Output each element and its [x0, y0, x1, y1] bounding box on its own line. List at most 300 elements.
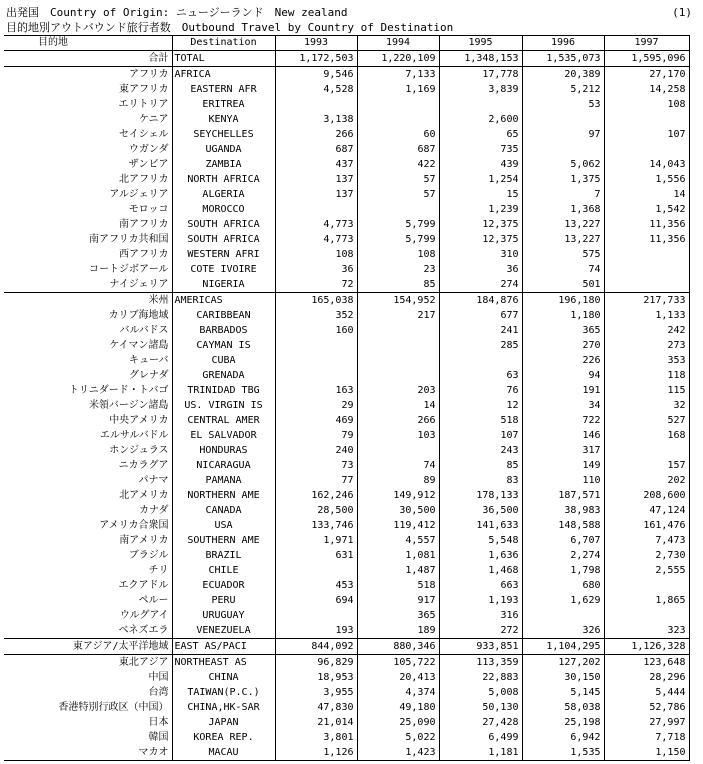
value-cell-1996: 13,227: [522, 217, 604, 232]
value-cell-1997: [604, 262, 689, 277]
value-cell-1996: 1,798: [522, 563, 604, 578]
value-cell-1993: 1,971: [275, 533, 357, 548]
value-cell-1996: 110: [522, 473, 604, 488]
value-cell-1997: 2,730: [604, 548, 689, 563]
value-cell-1994: 154,952: [357, 293, 439, 309]
value-cell-1995: 36,500: [439, 503, 522, 518]
destination-en-cell: NIGERIA: [172, 277, 275, 293]
value-cell-1996: 13,227: [522, 232, 604, 247]
value-cell-1997: 242: [604, 323, 689, 338]
table-row: [4, 157, 689, 172]
table-row: [4, 368, 689, 383]
destination-en-cell: CANADA: [172, 503, 275, 518]
value-cell-1993: 162,246: [275, 488, 357, 503]
value-cell-1995: 107: [439, 428, 522, 443]
table-row: [4, 97, 689, 112]
value-cell-1995: 65: [439, 127, 522, 142]
value-cell-1997: 202: [604, 473, 689, 488]
destination-ja-cell: ウガンダ: [4, 142, 172, 157]
destination-en-cell: USA: [172, 518, 275, 533]
destination-en-cell: TRINIDAD TBG: [172, 383, 275, 398]
destination-ja-cell: 南アメリカ: [4, 533, 172, 548]
value-cell-1996: 1,104,295: [522, 639, 604, 655]
value-cell-1995: 2,600: [439, 112, 522, 127]
value-cell-1996: 94: [522, 368, 604, 383]
destination-en-cell: BRAZIL: [172, 548, 275, 563]
value-cell-1994: 14: [357, 398, 439, 413]
value-cell-1995: 22,883: [439, 670, 522, 685]
value-cell-1995: 1,254: [439, 172, 522, 187]
value-cell-1994: 880,346: [357, 639, 439, 655]
value-cell-1994: 189: [357, 623, 439, 639]
value-cell-1996: 501: [522, 277, 604, 293]
value-cell-1995: 178,133: [439, 488, 522, 503]
destination-en-cell: PAMANA: [172, 473, 275, 488]
value-cell-1994: 4,557: [357, 533, 439, 548]
value-cell-1997: 47,124: [604, 503, 689, 518]
value-cell-1997: 1,126,328: [604, 639, 689, 655]
value-cell-1995: 5,008: [439, 685, 522, 700]
value-cell-1997: 7,473: [604, 533, 689, 548]
value-cell-1994: 57: [357, 187, 439, 202]
value-cell-1997: 353: [604, 353, 689, 368]
table-subtitle: 目的地別アウトバウンド旅行者数 Outbound Travel by Country of Destination: [6, 21, 454, 34]
destination-ja-cell: 北アメリカ: [4, 488, 172, 503]
value-cell-1994: 57: [357, 172, 439, 187]
destination-ja-cell: アルジェリア: [4, 187, 172, 202]
destination-en-cell: TOTAL: [172, 51, 275, 67]
value-cell-1995: 6,499: [439, 730, 522, 745]
table-row: [4, 428, 689, 443]
value-cell-1993: 29: [275, 398, 357, 413]
value-cell-1995: 677: [439, 308, 522, 323]
page-number: (1): [672, 6, 692, 19]
value-cell-1996: 1,535: [522, 745, 604, 761]
destination-en-cell: SOUTH AFRICA: [172, 217, 275, 232]
value-cell-1993: 437: [275, 157, 357, 172]
table-row: [4, 172, 689, 187]
value-cell-1995: 63: [439, 368, 522, 383]
header-year-1997: 1997: [604, 36, 689, 51]
destination-ja-cell: トリニダード・トバゴ: [4, 383, 172, 398]
header-year-1996: 1996: [522, 36, 604, 51]
value-cell-1996: 317: [522, 443, 604, 458]
value-cell-1995: 5,548: [439, 533, 522, 548]
value-cell-1996: 575: [522, 247, 604, 262]
header-destination-en: Destination: [172, 36, 275, 51]
value-cell-1997: 527: [604, 413, 689, 428]
value-cell-1995: 17,778: [439, 67, 522, 83]
destination-en-cell: GRENADA: [172, 368, 275, 383]
destination-ja-cell: ベネズエラ: [4, 623, 172, 639]
destination-en-cell: WESTERN AFRI: [172, 247, 275, 262]
destination-ja-cell: 中央アメリカ: [4, 413, 172, 428]
destination-en-cell: NORTHERN AME: [172, 488, 275, 503]
value-cell-1994: 23: [357, 262, 439, 277]
destination-ja-cell: 米州: [4, 293, 172, 309]
value-cell-1996: 722: [522, 413, 604, 428]
value-cell-1997: 323: [604, 623, 689, 639]
value-cell-1997: 1,595,096: [604, 51, 689, 67]
destination-ja-cell: セイシェル: [4, 127, 172, 142]
value-cell-1997: 27,997: [604, 715, 689, 730]
value-cell-1994: 20,413: [357, 670, 439, 685]
destination-en-cell: ERITREA: [172, 97, 275, 112]
table-row: [4, 745, 689, 761]
value-cell-1994: 1,487: [357, 563, 439, 578]
table-row: [4, 563, 689, 578]
value-cell-1995: 12,375: [439, 217, 522, 232]
value-cell-1996: 6,707: [522, 533, 604, 548]
value-cell-1993: 133,746: [275, 518, 357, 533]
table-header-row: [4, 36, 689, 51]
value-cell-1993: 4,773: [275, 217, 357, 232]
value-cell-1993: 47,830: [275, 700, 357, 715]
destination-ja-cell: グレナダ: [4, 368, 172, 383]
value-cell-1994: 108: [357, 247, 439, 262]
destination-en-cell: CHINA: [172, 670, 275, 685]
destination-ja-cell: ザンビア: [4, 157, 172, 172]
value-cell-1994: 30,500: [357, 503, 439, 518]
destination-en-cell: COTE IVOIRE: [172, 262, 275, 277]
destination-ja-cell: ケイマン諸島: [4, 338, 172, 353]
table-row: [4, 730, 689, 745]
value-cell-1993: 240: [275, 443, 357, 458]
table-row: [4, 670, 689, 685]
value-cell-1997: 273: [604, 338, 689, 353]
value-cell-1996: 196,180: [522, 293, 604, 309]
region-row: [4, 293, 689, 309]
value-cell-1997: [604, 443, 689, 458]
value-cell-1995: 1,348,153: [439, 51, 522, 67]
destination-en-cell: CAYMAN IS: [172, 338, 275, 353]
value-cell-1997: 1,542: [604, 202, 689, 217]
table-row: [4, 518, 689, 533]
value-cell-1994: 687: [357, 142, 439, 157]
table-row: [4, 700, 689, 715]
value-cell-1997: 52,786: [604, 700, 689, 715]
region-row: [4, 67, 689, 83]
destination-ja-cell: マカオ: [4, 745, 172, 761]
value-cell-1994: 85: [357, 277, 439, 293]
destination-en-cell: CUBA: [172, 353, 275, 368]
value-cell-1994: 4,374: [357, 685, 439, 700]
value-cell-1996: 1,629: [522, 593, 604, 608]
value-cell-1997: 1,150: [604, 745, 689, 761]
value-cell-1994: [357, 368, 439, 383]
value-cell-1993: 3,138: [275, 112, 357, 127]
value-cell-1997: 161,476: [604, 518, 689, 533]
destination-en-cell: EAST AS/PACI: [172, 639, 275, 655]
destination-ja-cell: 中国: [4, 670, 172, 685]
table-row: [4, 533, 689, 548]
value-cell-1995: 50,130: [439, 700, 522, 715]
destination-en-cell: MACAU: [172, 745, 275, 761]
destination-en-cell: URUGUAY: [172, 608, 275, 623]
value-cell-1997: [604, 608, 689, 623]
table-body: [4, 51, 689, 761]
value-cell-1993: 79: [275, 428, 357, 443]
destination-en-cell: NICARAGUA: [172, 458, 275, 473]
destination-en-cell: US. VIRGIN IS: [172, 398, 275, 413]
value-cell-1996: 365: [522, 323, 604, 338]
value-cell-1996: 20,389: [522, 67, 604, 83]
value-cell-1995: 83: [439, 473, 522, 488]
value-cell-1996: [522, 608, 604, 623]
header-destination-ja: 目的地: [4, 36, 172, 51]
table-row: [4, 82, 689, 97]
value-cell-1996: 53: [522, 97, 604, 112]
destination-ja-cell: 東北アジア: [4, 655, 172, 671]
destination-ja-cell: ナイジェリア: [4, 277, 172, 293]
destination-ja-cell: ペルー: [4, 593, 172, 608]
table-row: [4, 685, 689, 700]
value-cell-1996: 7: [522, 187, 604, 202]
destination-ja-cell: エリトリア: [4, 97, 172, 112]
destination-en-cell: EL SALVADOR: [172, 428, 275, 443]
value-cell-1993: 687: [275, 142, 357, 157]
destination-ja-cell: モロッコ: [4, 202, 172, 217]
destination-ja-cell: アメリカ合衆国: [4, 518, 172, 533]
value-cell-1994: 103: [357, 428, 439, 443]
value-cell-1995: 113,359: [439, 655, 522, 671]
value-cell-1993: 469: [275, 413, 357, 428]
value-cell-1993: [275, 608, 357, 623]
document-title: 出発国 Country of Origin: ニュージーランド New zealand: [6, 6, 348, 19]
value-cell-1993: 4,773: [275, 232, 357, 247]
value-cell-1994: 60: [357, 127, 439, 142]
value-cell-1994: [357, 112, 439, 127]
value-cell-1993: [275, 202, 357, 217]
table-row: [4, 202, 689, 217]
table-row: [4, 715, 689, 730]
value-cell-1996: 2,274: [522, 548, 604, 563]
destination-en-cell: ECUADOR: [172, 578, 275, 593]
value-cell-1994: 1,220,109: [357, 51, 439, 67]
value-cell-1997: 27,170: [604, 67, 689, 83]
destination-ja-cell: 東アフリカ: [4, 82, 172, 97]
value-cell-1994: 74: [357, 458, 439, 473]
value-cell-1997: [604, 578, 689, 593]
destination-ja-cell: アフリカ: [4, 67, 172, 83]
value-cell-1997: 7,718: [604, 730, 689, 745]
value-cell-1994: 422: [357, 157, 439, 172]
destination-en-cell: NORTH AFRICA: [172, 172, 275, 187]
value-cell-1994: 105,722: [357, 655, 439, 671]
value-cell-1994: 518: [357, 578, 439, 593]
value-cell-1995: 76: [439, 383, 522, 398]
value-cell-1994: 266: [357, 413, 439, 428]
value-cell-1993: 844,092: [275, 639, 357, 655]
value-cell-1996: 58,038: [522, 700, 604, 715]
value-cell-1995: 316: [439, 608, 522, 623]
destination-ja-cell: 香港特別行政区（中国）: [4, 700, 172, 715]
value-cell-1993: 73: [275, 458, 357, 473]
value-cell-1993: 694: [275, 593, 357, 608]
destination-en-cell: AMERICAS: [172, 293, 275, 309]
value-cell-1996: 5,062: [522, 157, 604, 172]
value-cell-1995: 439: [439, 157, 522, 172]
table-row: [4, 473, 689, 488]
value-cell-1997: 28,296: [604, 670, 689, 685]
value-cell-1993: 21,014: [275, 715, 357, 730]
destination-ja-cell: バルバドス: [4, 323, 172, 338]
table-row: [4, 247, 689, 262]
value-cell-1996: 97: [522, 127, 604, 142]
total-row: [4, 51, 689, 67]
value-cell-1997: 1,556: [604, 172, 689, 187]
value-cell-1997: 32: [604, 398, 689, 413]
value-cell-1994: [357, 323, 439, 338]
value-cell-1995: 1,181: [439, 745, 522, 761]
destination-ja-cell: パナマ: [4, 473, 172, 488]
value-cell-1995: 933,851: [439, 639, 522, 655]
value-cell-1995: 285: [439, 338, 522, 353]
destination-en-cell: SOUTH AFRICA: [172, 232, 275, 247]
value-cell-1993: 266: [275, 127, 357, 142]
value-cell-1996: 680: [522, 578, 604, 593]
value-cell-1993: 352: [275, 308, 357, 323]
table-row: [4, 443, 689, 458]
value-cell-1997: 11,356: [604, 217, 689, 232]
table-row: [4, 488, 689, 503]
value-cell-1993: 96,829: [275, 655, 357, 671]
value-cell-1993: 108: [275, 247, 357, 262]
value-cell-1994: 119,412: [357, 518, 439, 533]
value-cell-1996: 5,212: [522, 82, 604, 97]
value-cell-1994: 149,912: [357, 488, 439, 503]
value-cell-1995: [439, 353, 522, 368]
value-cell-1996: 38,983: [522, 503, 604, 518]
destination-ja-cell: ブラジル: [4, 548, 172, 563]
value-cell-1993: 163: [275, 383, 357, 398]
value-cell-1996: 127,202: [522, 655, 604, 671]
table-row: [4, 142, 689, 157]
value-cell-1993: 9,546: [275, 67, 357, 83]
value-cell-1996: 191: [522, 383, 604, 398]
value-cell-1996: [522, 142, 604, 157]
value-cell-1993: 77: [275, 473, 357, 488]
destination-ja-cell: ニカラグア: [4, 458, 172, 473]
value-cell-1996: 270: [522, 338, 604, 353]
destination-en-cell: KOREA REP.: [172, 730, 275, 745]
destination-en-cell: CARIBBEAN: [172, 308, 275, 323]
destination-en-cell: BARBADOS: [172, 323, 275, 338]
value-cell-1993: 453: [275, 578, 357, 593]
value-cell-1997: [604, 247, 689, 262]
value-cell-1996: 326: [522, 623, 604, 639]
value-cell-1993: 36: [275, 262, 357, 277]
value-cell-1994: 89: [357, 473, 439, 488]
value-cell-1994: 1,169: [357, 82, 439, 97]
value-cell-1993: 160: [275, 323, 357, 338]
value-cell-1997: 115: [604, 383, 689, 398]
value-cell-1996: 34: [522, 398, 604, 413]
table-row: [4, 383, 689, 398]
value-cell-1993: [275, 353, 357, 368]
destination-ja-cell: 台湾: [4, 685, 172, 700]
destination-en-cell: AFRICA: [172, 67, 275, 83]
value-cell-1995: 141,633: [439, 518, 522, 533]
destination-ja-cell: キューバ: [4, 353, 172, 368]
destination-ja-cell: 韓国: [4, 730, 172, 745]
value-cell-1997: 157: [604, 458, 689, 473]
value-cell-1993: 72: [275, 277, 357, 293]
value-cell-1997: [604, 277, 689, 293]
destination-ja-cell: 米領バージン諸島: [4, 398, 172, 413]
value-cell-1996: 6,942: [522, 730, 604, 745]
value-cell-1997: 168: [604, 428, 689, 443]
destination-en-cell: CHINA,HK-SAR: [172, 700, 275, 715]
value-cell-1993: 165,038: [275, 293, 357, 309]
destination-ja-cell: 南アフリカ共和国: [4, 232, 172, 247]
destination-ja-cell: カリブ海地域: [4, 308, 172, 323]
value-cell-1997: 14,258: [604, 82, 689, 97]
value-cell-1994: [357, 338, 439, 353]
value-cell-1995: 12: [439, 398, 522, 413]
value-cell-1993: 3,801: [275, 730, 357, 745]
value-cell-1997: 107: [604, 127, 689, 142]
table-row: [4, 308, 689, 323]
table-row: [4, 608, 689, 623]
value-cell-1993: [275, 97, 357, 112]
destination-ja-cell: エルサルバドル: [4, 428, 172, 443]
value-cell-1997: 208,600: [604, 488, 689, 503]
value-cell-1996: 5,145: [522, 685, 604, 700]
destination-en-cell: ZAMBIA: [172, 157, 275, 172]
value-cell-1995: 243: [439, 443, 522, 458]
destination-en-cell: VENEZUELA: [172, 623, 275, 639]
value-cell-1996: 149: [522, 458, 604, 473]
table-row: [4, 503, 689, 518]
value-cell-1994: 203: [357, 383, 439, 398]
destination-ja-cell: 東アジア/太平洋地域: [4, 639, 172, 655]
value-cell-1995: 241: [439, 323, 522, 338]
value-cell-1993: [275, 563, 357, 578]
destination-en-cell: UGANDA: [172, 142, 275, 157]
value-cell-1997: [604, 112, 689, 127]
destination-ja-cell: カナダ: [4, 503, 172, 518]
value-cell-1996: 1,535,073: [522, 51, 604, 67]
value-cell-1997: 1,865: [604, 593, 689, 608]
value-cell-1995: 1,468: [439, 563, 522, 578]
value-cell-1997: 118: [604, 368, 689, 383]
destination-ja-cell: エクアドル: [4, 578, 172, 593]
value-cell-1993: 4,528: [275, 82, 357, 97]
destination-en-cell: SOUTHERN AME: [172, 533, 275, 548]
value-cell-1997: [604, 142, 689, 157]
table-row: [4, 548, 689, 563]
value-cell-1993: 137: [275, 187, 357, 202]
value-cell-1995: 518: [439, 413, 522, 428]
value-cell-1995: [439, 97, 522, 112]
table-row: [4, 323, 689, 338]
value-cell-1996: 1,368: [522, 202, 604, 217]
value-cell-1993: 28,500: [275, 503, 357, 518]
value-cell-1996: 226: [522, 353, 604, 368]
table-row: [4, 353, 689, 368]
value-cell-1995: 1,636: [439, 548, 522, 563]
destination-en-cell: EASTERN AFR: [172, 82, 275, 97]
table-row: [4, 262, 689, 277]
value-cell-1994: 5,799: [357, 232, 439, 247]
value-cell-1996: [522, 112, 604, 127]
value-cell-1994: [357, 97, 439, 112]
destination-en-cell: ALGERIA: [172, 187, 275, 202]
value-cell-1997: 123,648: [604, 655, 689, 671]
destination-ja-cell: コートジボアール: [4, 262, 172, 277]
destination-en-cell: TAIWAN(P.C.): [172, 685, 275, 700]
